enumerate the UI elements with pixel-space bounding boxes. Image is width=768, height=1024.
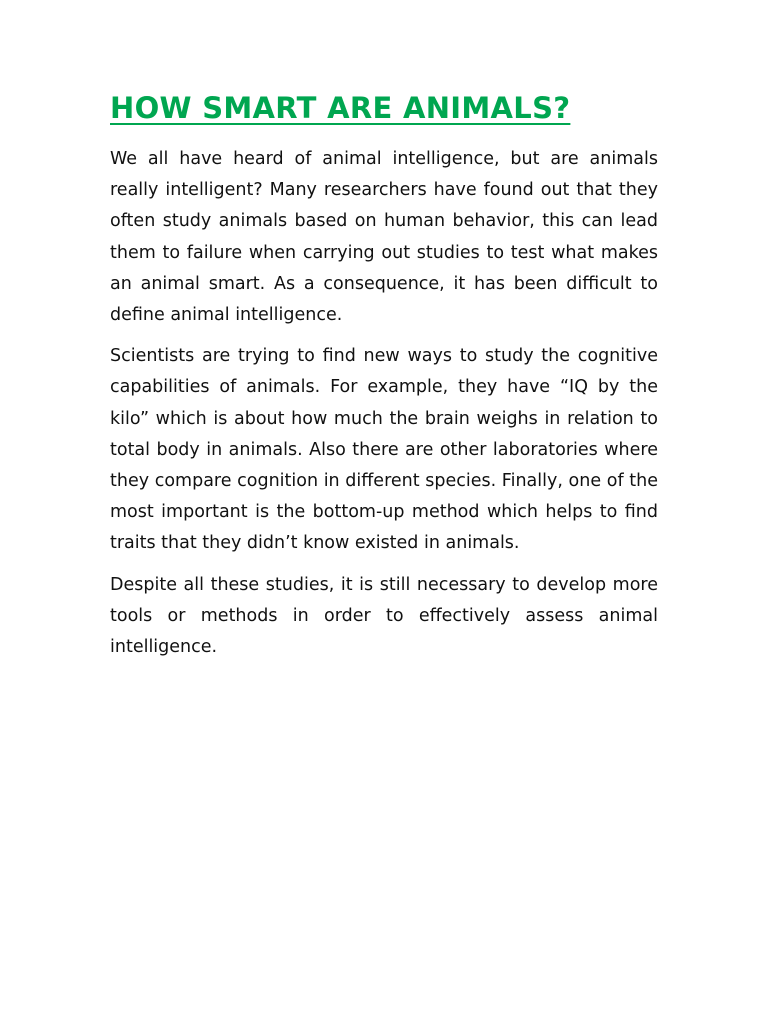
- paragraph-methods: Scientists are trying to find new ways to study the cognitive capabilities of animals. For example, they have “IQ by the kilo” which is about how much the brain weighs in relation to total body in animals. Also there are other laboratories where they compare cognition in different species. Finally, one of the most important is the bottom-up method which helps to find traits that they didn’t know existed in animals.: [110, 346, 658, 554]
- document-page: [110, 86, 658, 673]
- paragraph-conclusion: Despite all these studies, it is still necessary to develop more tools or methods in order to effectively assess animal intelligence.: [110, 574, 658, 658]
- document-title: HOW SMART ARE ANIMALS?: [110, 91, 571, 125]
- paragraph-intro: We all have heard of animal intelligence, but are animals really intelligent? Many researchers have found out that they often study animals based on human behavior, this can lead them to failure when carrying out studies to test what makes an animal smart. As a consequence, it has been difficult to define animal intelligence.: [110, 149, 658, 326]
